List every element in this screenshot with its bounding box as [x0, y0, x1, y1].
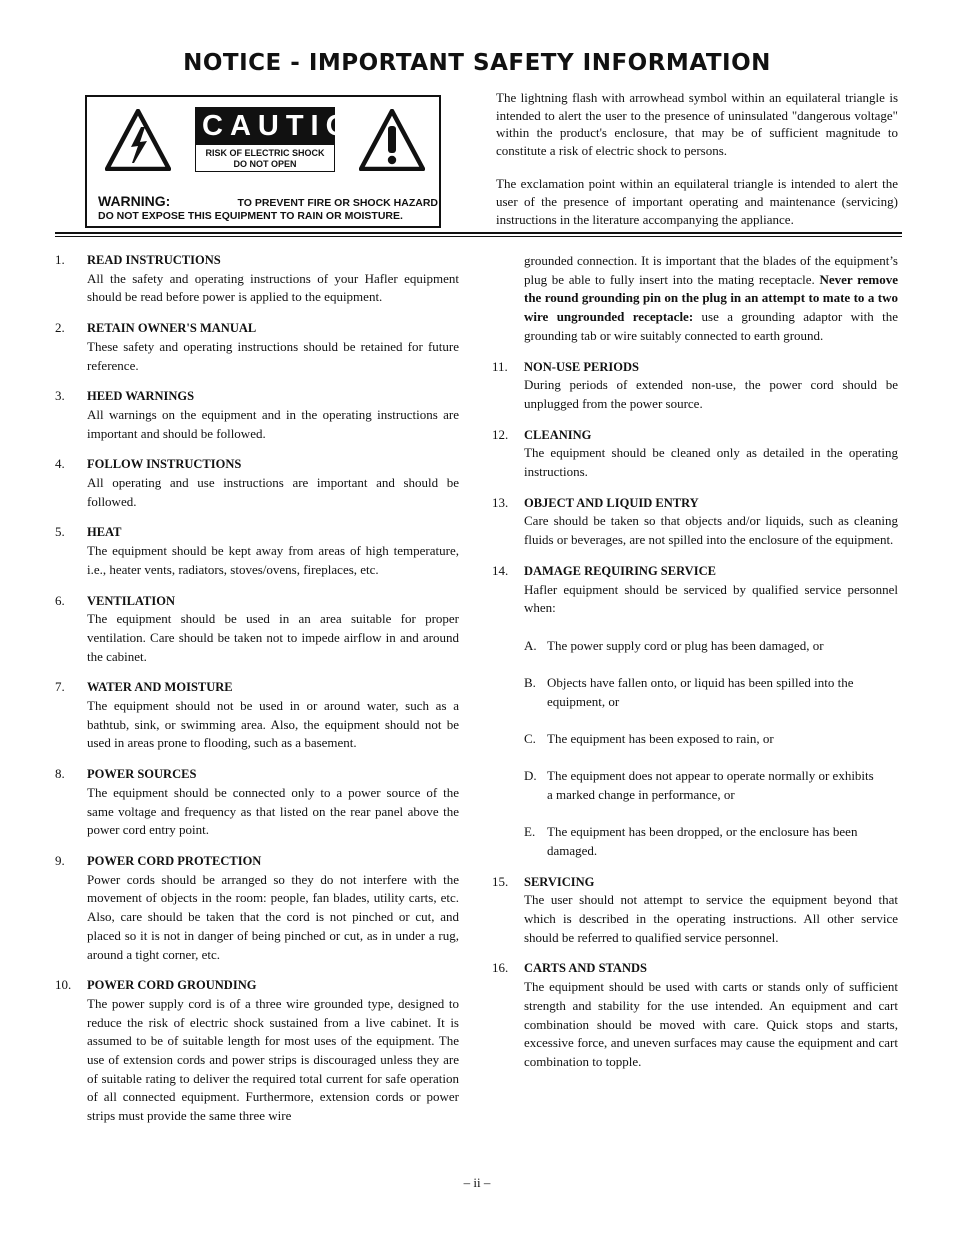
sub-text: The equipment has been exposed to rain, or: [547, 731, 774, 747]
item-number: 6.: [55, 592, 65, 608]
page-title: NOTICE - IMPORTANT SAFETY INFORMATION: [183, 50, 771, 76]
item-text: All the safety and operating instructions of your Hafler equipment should be read before power is applied to the equipment.: [87, 270, 459, 305]
list-item: [492, 873, 898, 948]
list-item: [492, 358, 898, 414]
item-text: The power supply cord is of a three wire grounded type, designed to reduce the risk of electric shock sustained from a live cabinet. It is assumed to be of suitable length for most uses of the equipment. The use of extension cords and power strips is discouraged unless they are of suitable rating to deliver the required total current for safe operation of all connected equipment. Furthermore, extension cords or power strips must provide the same three wire: [87, 995, 459, 1124]
item-text: All operating and use instructions are important and should be followed.: [87, 475, 459, 509]
sub-item: [524, 637, 898, 656]
item-heading: RETAIN OWNER'S MANUAL: [87, 321, 257, 336]
caution-panel: [85, 95, 441, 228]
list-item: [55, 251, 459, 307]
item-number: 11.: [492, 358, 508, 374]
list-item: [55, 765, 459, 840]
item-number: 10.: [55, 977, 72, 993]
lightning-explanation: The lightning flash with arrowhead symbol within an equilateral triangle is intended to alert the user to the presence of uninsulated "dangerous voltage" within the product's enclosure, that may be of sufficient magnitude to constitute a risk of electric shock to persons.: [496, 90, 898, 158]
item-number: 3.: [55, 388, 65, 404]
sub-letter: D.: [524, 768, 537, 784]
list-item: [55, 592, 459, 667]
list-item: [55, 455, 459, 511]
sub-letter: B.: [524, 675, 536, 691]
item-heading: WATER AND MOISTURE: [87, 680, 233, 695]
item-heading: DAMAGE REQUIRING SERVICE: [524, 563, 716, 578]
item-text: The equipment should be used with carts or stands only of sufficient strength and stability for the use intended. An equipment and cart combination should be moved with care. Quick stops and starts, excessive force, and uneven surfaces may cause the equipment and cart combination to topple.: [524, 979, 898, 1069]
item-heading: SERVICING: [524, 874, 595, 889]
sub-letter: A.: [524, 637, 537, 653]
divider: [55, 232, 902, 234]
cont-bold-warning: Never remove the round grounding pin on the plug in an attempt to mate to a two wire ungrounded receptacle:: [524, 271, 899, 325]
cont-text-b: use a grounding adaptor with the grounding tab or wire suitably connected to earth ground.: [524, 309, 898, 343]
item-heading: HEAT: [87, 525, 122, 540]
item-heading: FOLLOW INSTRUCTIONS: [87, 457, 242, 472]
list-item: [492, 562, 898, 861]
item-heading: POWER SOURCES: [87, 767, 197, 782]
item-number: 13.: [492, 494, 509, 510]
warning-text1: TO PREVENT FIRE OR SHOCK HAZARD: [237, 197, 438, 209]
item-heading: OBJECT AND LIQUID ENTRY: [524, 495, 699, 510]
divider: [55, 236, 902, 237]
item-text: Hafler equipment should be serviced by qualified service personnel when:: [524, 581, 898, 616]
caution-banner: [195, 107, 384, 172]
sub-text: Objects have fallen onto, or liquid has been spilled into the equipment, or: [547, 675, 854, 709]
warning-text2: DO NOT EXPOSE THIS EQUIPMENT TO RAIN OR MOISTURE.: [98, 210, 403, 222]
item-number: 7.: [55, 679, 65, 695]
exclamation-explanation: The exclamation point within an equilateral triangle is intended to alert the user of the presence of important operating and maintenance (servicing) instructions in the literature accompanying the appliance.: [496, 176, 898, 227]
item-text: The equipment should be cleaned only as detailed in the operating instructions.: [524, 445, 898, 480]
caution-line1: RISK OF ELECTRIC SHOCK: [205, 148, 325, 158]
item-number: 2.: [55, 320, 65, 336]
left-column: [55, 251, 459, 1126]
cont-text-a: grounded connection. It is important that the blades of the equipment’s plug be able to fully insert into the mating receptacle.: [524, 253, 898, 287]
item-text: The equipment should be connected only to a power source of the same voltage and frequency as that listed on the rear panel above the power cord entry point.: [87, 784, 459, 838]
item-heading: NON-USE PERIODS: [524, 359, 639, 374]
item-number: 9.: [55, 852, 65, 868]
caution-line2: DO NOT OPEN: [233, 159, 297, 169]
item-heading: POWER CORD PROTECTION: [87, 853, 262, 868]
item-text: All warnings on the equipment and in the operating instructions are important and should be followed.: [87, 406, 459, 441]
item-heading: HEED WARNINGS: [87, 389, 195, 404]
list-item: [55, 319, 459, 375]
sub-letter: C.: [524, 731, 536, 747]
warning-line1: [98, 193, 438, 209]
caution-word: CAUTION: [196, 108, 334, 145]
sub-item: [524, 730, 898, 749]
caution-sub: [196, 145, 334, 170]
sub-text: The power supply cord or plug has been damaged, or: [547, 637, 824, 653]
item-text: The equipment should not be used in or around water, such as a bathtub, sink, or swimming area. Also, the equipment should not be used in areas prone to flooding, such as a basement.: [87, 698, 459, 751]
item-text: During periods of extended non-use, the power cord should be unplugged from the power source.: [524, 377, 898, 411]
sub-item: [524, 674, 898, 711]
list-item: [55, 523, 459, 579]
list-item: [492, 426, 898, 482]
sub-text: The equipment does not appear to operate normally or exhibits a marked change in performance, or: [547, 768, 874, 802]
item-heading: VENTILATION: [87, 593, 175, 608]
item-number: 4.: [55, 456, 65, 472]
item-number: 8.: [55, 766, 65, 782]
list-item: [55, 387, 459, 443]
sub-letter: E.: [524, 824, 536, 840]
item-number: 1.: [55, 252, 65, 267]
sub-item: [524, 767, 898, 804]
symbol-explanation: [496, 89, 898, 228]
item-text: These safety and operating instructions should be retained for future reference.: [87, 338, 459, 373]
item-number: 5.: [55, 524, 65, 540]
list-item: [55, 852, 459, 964]
warning-label: WARNING:: [98, 193, 171, 209]
item-number: 12.: [492, 426, 509, 442]
sub-list: [524, 637, 898, 861]
item-heading: CLEANING: [524, 427, 592, 442]
item-heading: READ INSTRUCTIONS: [87, 253, 221, 267]
item-number: 16.: [492, 960, 509, 976]
exclamation-triangle-icon: [359, 109, 425, 171]
sub-text: The equipment has been dropped, or the enclosure has been damaged.: [547, 824, 858, 858]
item-heading: CARTS AND STANDS: [524, 961, 647, 976]
item-number: 14.: [492, 562, 509, 578]
item-text: The user should not attempt to service the equipment beyond that which is described in the operating instructions. All other service should be referred to qualified service personnel.: [524, 892, 898, 945]
item-text: The equipment should be used in an area suitable for proper ventilation. Care should be taken not to impede airflow in and around the cabinet.: [87, 611, 459, 664]
page-number: – ii –: [463, 1175, 491, 1190]
item-heading: POWER CORD GROUNDING: [87, 978, 257, 993]
item-text: Care should be taken so that objects and/or liquids, such as cleaning fluids or beverages, are not spilled into the enclosure of the equipment.: [524, 513, 898, 548]
lightning-triangle-icon: [105, 109, 171, 171]
list-item: [492, 959, 898, 1071]
item-number: 15.: [492, 873, 509, 889]
item-text: The equipment should be kept away from areas of high temperature, i.e., heater vents, radiators, stoves/ovens, fireplaces, etc.: [87, 543, 459, 577]
list-item: [492, 494, 898, 550]
list-item: [55, 976, 459, 1126]
item-continuation: [492, 252, 898, 346]
list-item: [55, 678, 459, 753]
item-text: Power cords should be arranged so they do not interfere with the movement of objects in the room: people, fan blades, utility carts, etc. Also, care should be taken that the cord is not pinched or cut, and placed so it is not in danger of being pinched or cut, as in under a rug, around a tight corner, etc.: [87, 871, 459, 962]
right-column: [492, 252, 898, 1072]
sub-item: [524, 823, 898, 860]
